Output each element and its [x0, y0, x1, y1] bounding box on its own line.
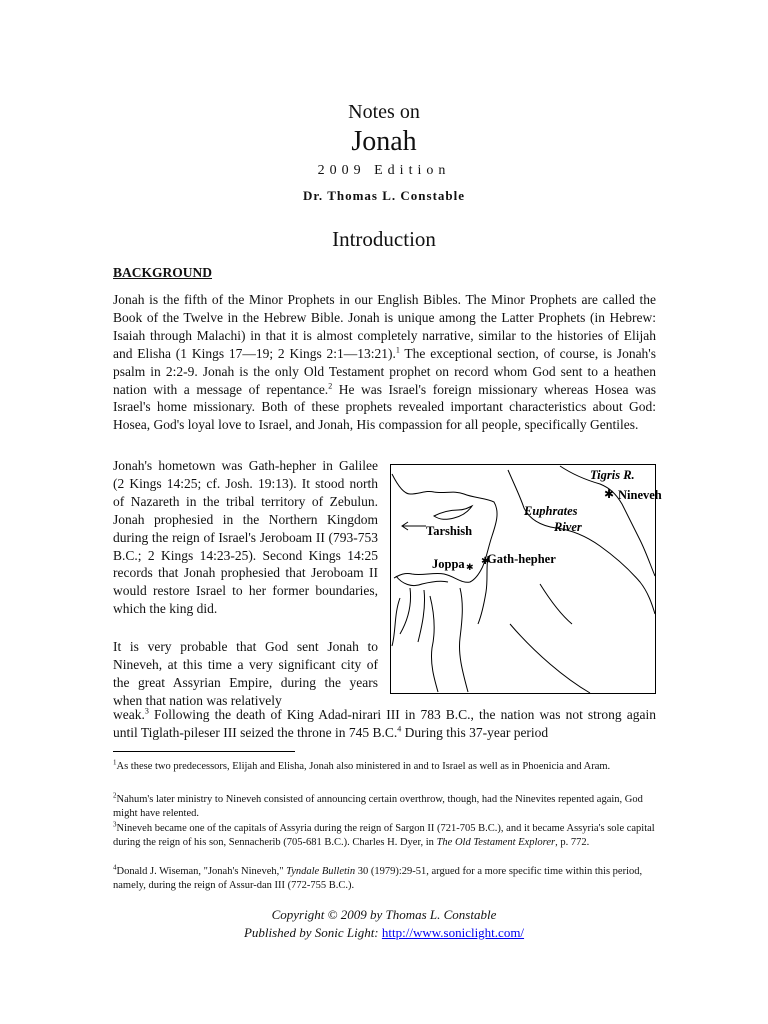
label-gath-hepher: Gath-hepher [487, 552, 556, 566]
footnote-2-number: 2 [113, 791, 117, 800]
footnote-4-journal-title: Tyndale Bulletin [286, 866, 356, 877]
footnote-1 [113, 760, 656, 774]
footnote-3-number: 3 [113, 820, 117, 829]
paragraph-3: It is very probable that God sent Jonah to Nineveh, at this time a very significant city of the great Assyrian Empire, during the years when that nation was relatively [113, 639, 378, 708]
footnote-ref-1[interactable]: 1 [395, 345, 400, 355]
footnote-divider [113, 751, 295, 752]
footnote-3-tail: , p. 772. [555, 837, 590, 849]
section-heading: Introduction [332, 227, 436, 251]
gath-hepher-marker: ✱ [481, 556, 490, 567]
paragraph-4 [113, 706, 656, 742]
footnote-3 [113, 822, 656, 851]
footnote-4-number: 4 [113, 863, 117, 872]
jonah-map [390, 464, 662, 694]
footnote-ref-3[interactable]: 3 [144, 706, 149, 716]
publisher-line [0, 925, 768, 941]
nineveh-marker: ✱ [604, 487, 615, 501]
footnote-1-number: 1 [113, 758, 117, 767]
paragraph-4-text-b: Following the death of King Adad-nirari III in 783 B.C., the nation was not strong again until Tiglath-pileser III seized the throne in 745 B.C. [113, 707, 656, 740]
copyright-line: Copyright © 2009 by Thomas L. Constable [271, 907, 497, 922]
footnote-4 [113, 865, 656, 894]
footnote-1-text: As these two predecessors, Elijah and Elisha, Jonah also ministered in and to Israel as well as in Phoenicia and Aram. [116, 761, 611, 772]
paragraph-4-text-a: weak. [113, 707, 145, 722]
footnote-2-text: Nahum's later ministry to Nineveh consisted of announcing certain overthrow, though, had the Ninevites repented again, God might have relented. [113, 794, 643, 820]
edition-label: 2009 Edition [317, 163, 451, 178]
footnote-ref-2[interactable]: 2 [328, 381, 333, 391]
background-heading: BACKGROUND [113, 265, 213, 280]
paragraph-4-text-c: During this 37-year period [401, 724, 549, 740]
paragraph-1-text-c: He was Israel's foreign missionary whereas Hosea was Israel's home missionary. Both of these prophets revealed important characteristics about God: Hosea, God's loyal love to Israel, and Jonah, His compassion for all people, specifically Gentiles. [113, 381, 656, 433]
paragraph-1-text-b: The exceptional section, of course, is Jonah's psalm in 2:2-9. Jonah is the only Old Testament prophet on record whom God sent to a heathen nation with a message of repentance. [113, 345, 656, 397]
footnote-4-tail: 30 (1979):29-51, argued for a more specific time within this period, namely, during the reign of Assur-dan III (772-755 B.C.). [113, 866, 643, 892]
label-joppa: Joppa [432, 557, 465, 571]
paragraph-1 [113, 291, 656, 434]
joppa-marker: ✱ [466, 563, 474, 573]
publisher-text: Published by Sonic Light: [243, 925, 382, 940]
label-tarshish: Tarshish [426, 524, 473, 538]
notes-on-label: Notes on [348, 101, 420, 123]
label-nineveh: Nineveh [618, 488, 662, 502]
paragraph-1-text-a: Jonah is the fifth of the Minor Prophets in our English Bibles. The Minor Prophets are called the Book of the Twelve in the Hebrew Bible. Jonah is unique among the Latter Prophets (in Hebrew: Isaiah through Malachi) in that it is almost completely narrative, similar to the histories of Elijah and Elisha (1 Kings 17—19; 2 Kings 2:1—13:21). [113, 292, 656, 361]
footnote-4-text: Donald J. Wiseman, "Jonah's Nineveh," [116, 866, 287, 877]
author-name: Dr. Thomas L. Constable [302, 188, 466, 203]
footnote-2 [113, 793, 656, 822]
label-river: River [554, 520, 582, 534]
footnote-3-book-title: The Old Testament Explorer [436, 837, 556, 849]
label-euphrates: Euphrates [524, 504, 578, 518]
page-title: Jonah [351, 126, 417, 157]
map-border [391, 465, 656, 694]
paragraph-2: Jonah's hometown was Gath-hepher in Galilee (2 Kings 14:25; cf. Josh. 19:13). It stood north of Nazareth in the tribal territory of Zebulun. Jonah prophesied in the Northern Kingdom during the reign of Israel's Jeroboam II (793-753 B.C.; 2 Kings 14:23-25). Second Kings 14:25 records that Jonah prophesied that Jeroboam II would restore Israel to her former boundaries, which the king did. [113, 458, 378, 617]
footnote-3-text: Nineveh became one of the capitals of Assyria during the reign of Sargon II (721-705 B.C.), and it became Assyria's sole capital during the reign of his son, Sennacherib (705-681 B.C.). Charles H. Dyer, in [113, 823, 655, 849]
footnote-ref-4[interactable]: 4 [397, 724, 402, 734]
website-link[interactable]: http://www.soniclight.com/ [381, 925, 525, 940]
label-tigris: Tigris R. [590, 468, 635, 482]
